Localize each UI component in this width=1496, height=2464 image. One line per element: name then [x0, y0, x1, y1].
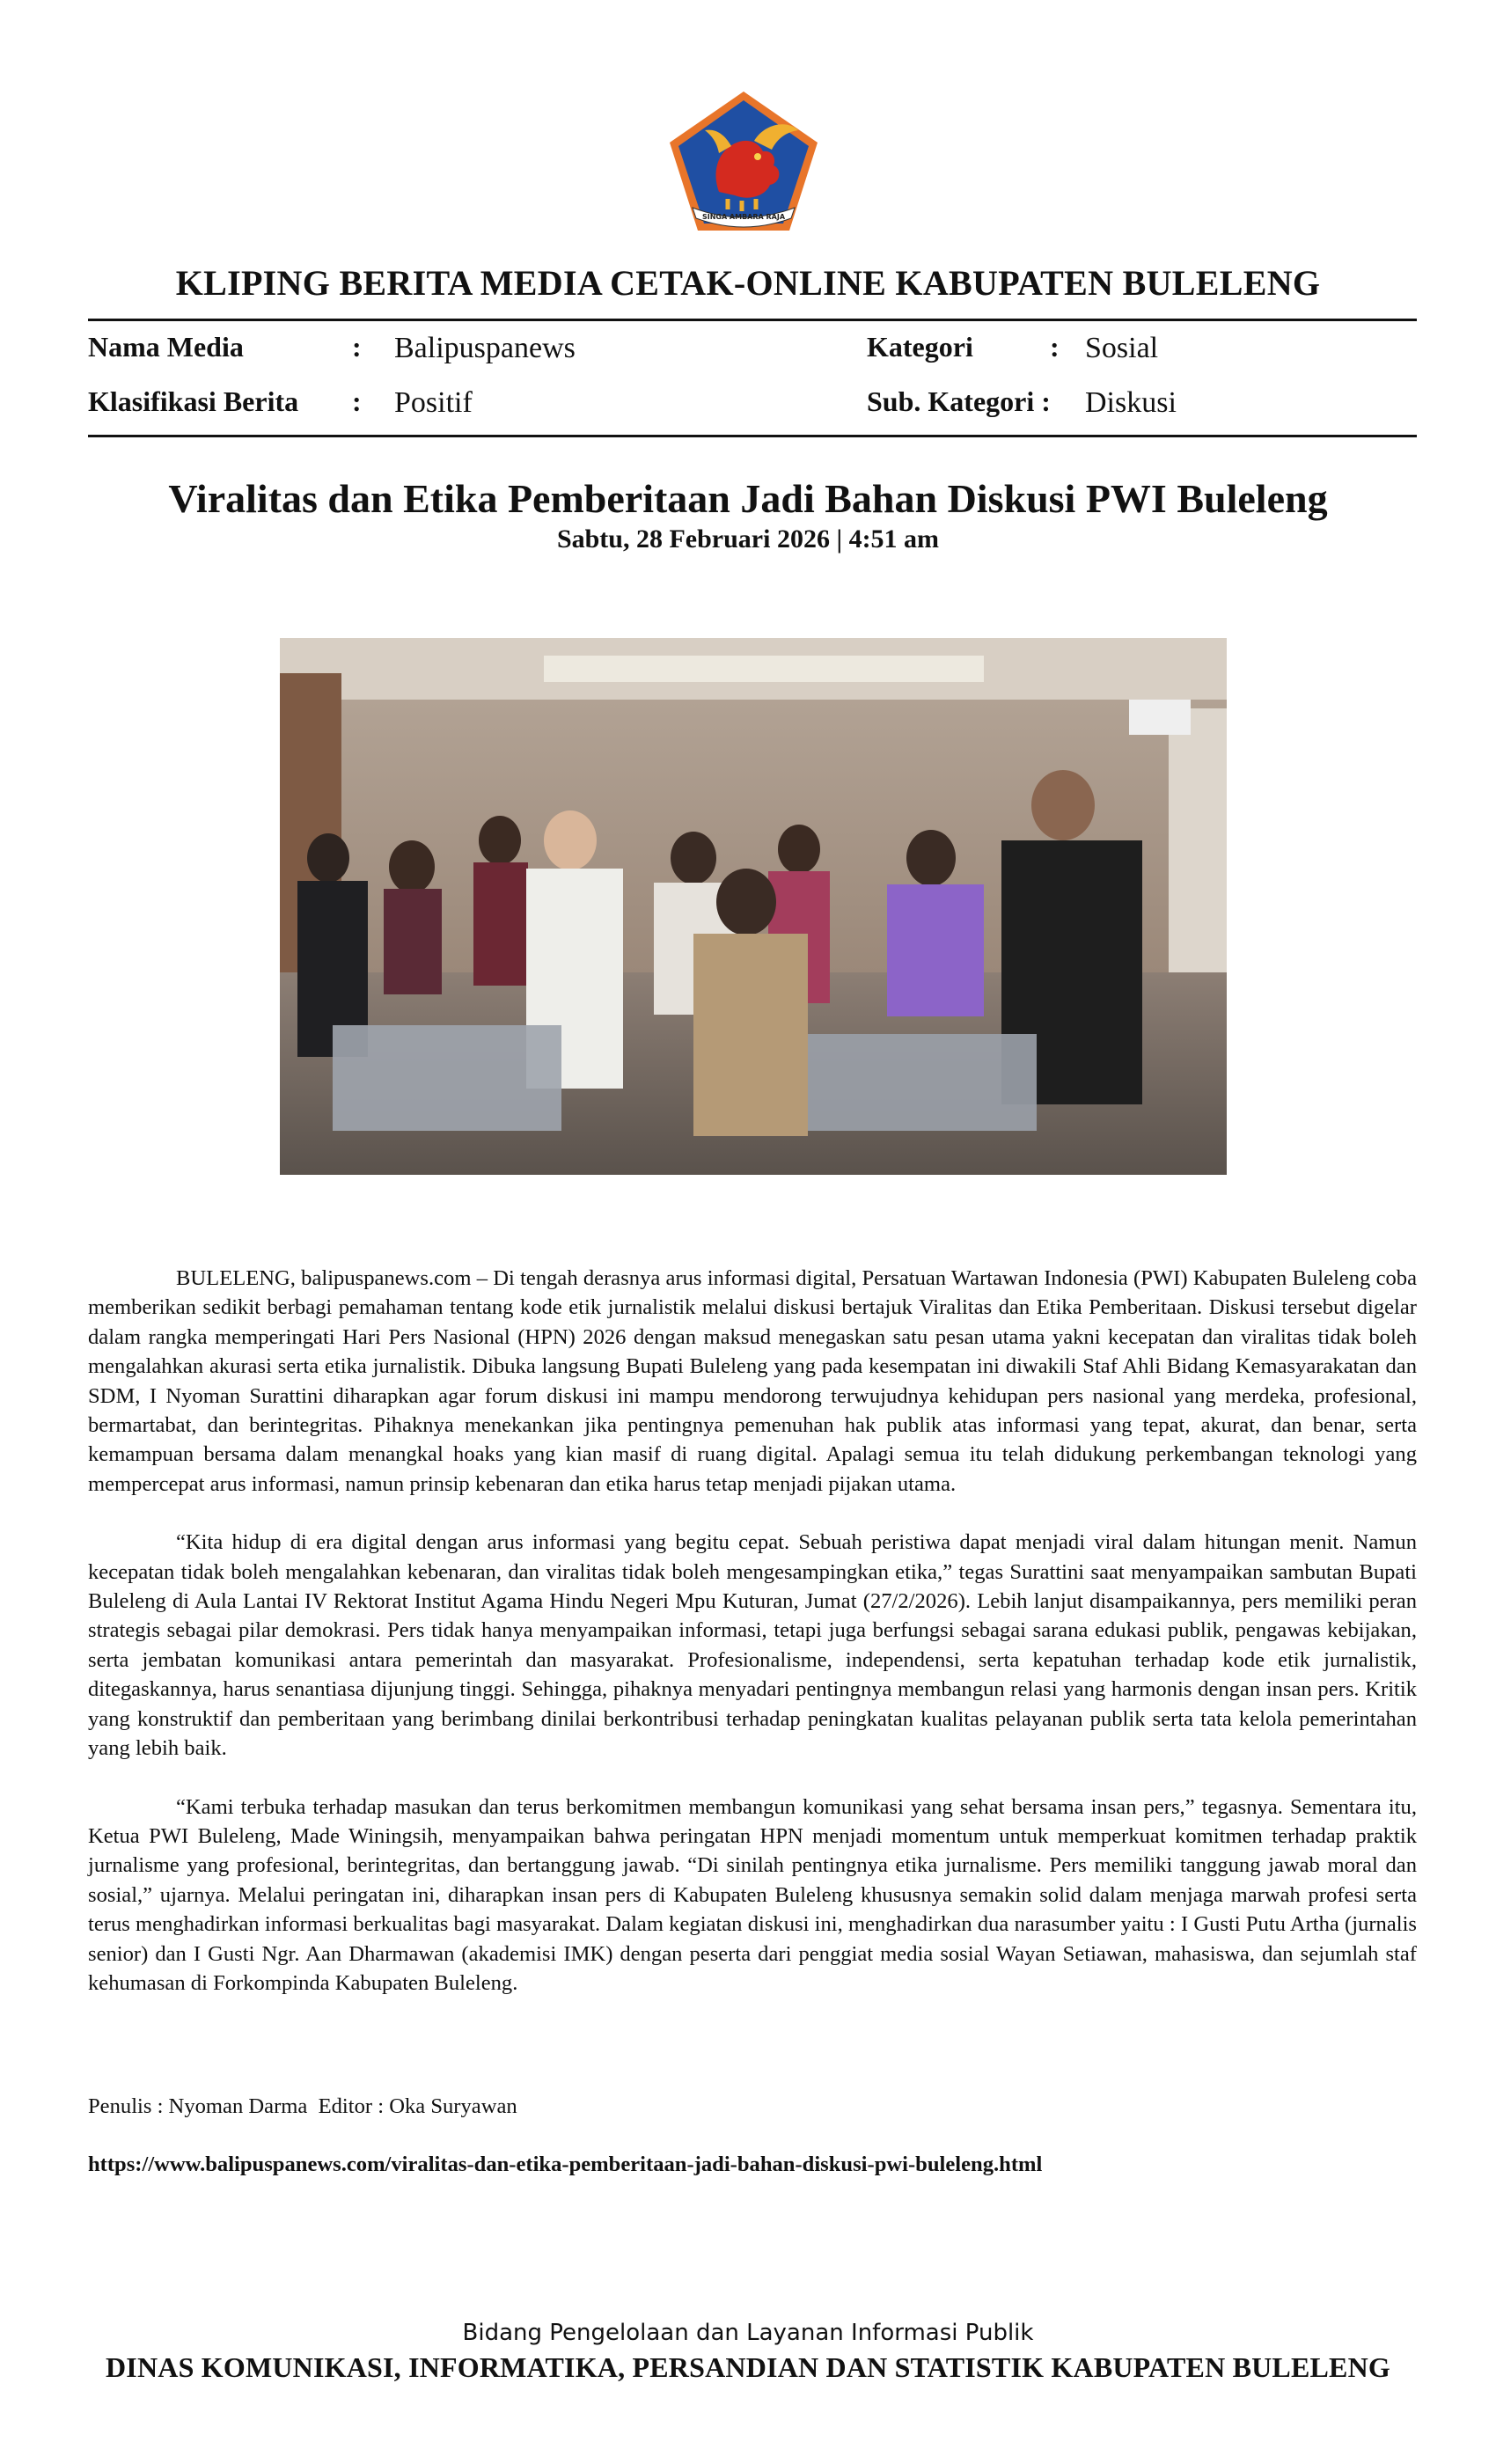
kategori-value: Sosial [1085, 332, 1159, 364]
article-headline: Viralitas dan Etika Pemberitaan Jadi Bahan Diskusi PWI Buleleng [168, 476, 1328, 521]
buleleng-emblem-logo [666, 88, 821, 234]
article-credits: Penulis : Nyoman Darma Editor : Oka Suryawan [88, 2094, 517, 2118]
kategori-label: Kategori [867, 331, 973, 363]
sub-kategori-value: Diskusi [1085, 386, 1177, 419]
nama-media-label: Nama Media [88, 331, 244, 363]
footer-agency: DINAS KOMUNIKASI, INFORMATIKA, PERSANDIAN DAN STATISTIK KABUPATEN BULELENG [105, 2351, 1391, 2383]
klasifikasi-colon: : [352, 385, 362, 417]
sofa-right [808, 1034, 1037, 1131]
article-paragraph-1: BULELENG, balipuspanews.com – Di tengah derasnya arus informasi digital, Persatuan Wartawan Indonesia (PWI) Kabupaten Buleleng coba memberikan sedikit berbagi pemahaman tentang kode etik jurnalistik melalui diskusi bertajuk Viralitas dan Etika Pemberitaan. Diskusi tersebut digelar dalam rangka memperingati Hari Pers Nasional (HPN) 2026 dengan maksud menegaskan satu pesan utama yakni kecepatan dan viralitas tidak boleh mengalahkan akurasi serta etika jurnalistik. Dibuka langsung Bupati Buleleng yang pada kesempatan ini diwakili Staf Ahli Bidang Kemasyarakatan dan SDM, I Nyoman Surattini diharapkan agar forum diskusi ini mampu mendorong terwujudnya kehidupan pers nasional yang merdeka, profesional, bermartabat, dan berintegritas. Pihaknya menekankan jika pentingnya pemenuhan hak publik atas informasi yang tepat, akurat, dan benar, serta kemampuan bersama dalam menangkal hoaks yang kian masif di ruang digital. Apalagi semua itu telah didukung perkembangan teknologi yang mempercepat arus informasi, namun prinsip kebenaran dan etika harus tetap menjadi pijakan utama. [88, 1266, 1417, 1496]
article-paragraph-2: “Kita hidup di era digital dengan arus informasi yang begitu cepat. Sebuah peristiwa dapat menjadi viral dalam hitungan menit. Namun kecepatan tidak boleh mengalahkan kebenaran, dan viralitas tidak boleh mengesampingkan etika,” tegas Surattini saat menyampaikan sambutan Bupati Buleleng di Aula Lantai IV Rektorat Institut Agama Hindu Negeri Mpu Kuturan, Jumat (27/2/2026). Lebih lanjut disampaikannya, pers memiliki peran strategis sebagai pilar demokrasi. Pers tidak hanya menyampaikan informasi, tetapi juga berfungsi sebagai sarana edukasi publik, pengawas kebijakan, serta jembatan komunikasi antara pemerintah dan masyarakat. Profesionalisme, independensi, serta kepatuhan terhadap kode etik jurnalistik, ditegaskannya, harus senantiasa dijunjung tinggi. Sehingga, pihaknya menyadari pentingnya membangun relasi yang harmonis dengan insan pers. Kritik yang konstruktif dan pemberitaan yang berimbang dinilai berkontribusi terhadap peningkatan kualitas pelayanan publik serta tata kelola pemerintahan yang lebih baik. [88, 1530, 1417, 1761]
article-body [88, 1264, 1417, 2027]
nama-media-value: Balipuspanews [394, 332, 576, 364]
article-dateline: Sabtu, 28 Februari 2026 | 4:51 am [556, 524, 940, 554]
source-link[interactable]: https://www.balipuspanews.com/viralitas-dan-etika-pemberitaan-jadi-bahan-diskusi-pwi-buleleng.html [88, 2152, 1043, 2176]
kliping-title: KLIPING BERITA MEDIA CETAK-ONLINE KABUPATEN BULELENG [175, 263, 1321, 303]
sub-kategori-label: Sub. Kategori : [867, 385, 1051, 417]
nama-media-colon: : [352, 331, 362, 363]
air-conditioner-icon [1129, 700, 1191, 735]
logo-ribbon-text: SINGA AMBARA RAJA [701, 213, 786, 221]
top-divider [88, 319, 1417, 321]
kategori-colon: : [1050, 331, 1060, 363]
bottom-divider [88, 435, 1417, 437]
klasifikasi-label: Klasifikasi Berita [88, 385, 299, 417]
sofa-left [333, 1025, 561, 1131]
klasifikasi-value: Positif [394, 386, 473, 419]
article-photo [280, 638, 1227, 1175]
footer-department: Bidang Pengelolaan dan Layanan Informasi Publik [462, 2320, 1034, 2346]
article-paragraph-3: “Kami terbuka terhadap masukan dan terus berkomitmen membangun komunikasi yang sehat bersama insan pers,” tegasnya. Sementara itu, Ketua PWI Buleleng, Made Winingsih, menyampaikan bahwa peringatan HPN menjadi momentum untuk memperkuat komitmen terhadap praktik jurnalisme yang profesional, berintegritas, dan bertanggung jawab. “Di sinilah pentingnya etika jurnalisme. Pers memiliki tanggung jawab moral dan sosial,” ujarnya. Melalui peringatan ini, diharapkan insan pers di Kabupaten Buleleng khususnya semakin solid dalam menjaga marwah profesi serta terus menghadirkan informasi berkualitas bagi masyarakat. Dalam kegiatan diskusi ini, menghadirkan dua narasumber yaitu : I Gusti Putu Artha (jurnalis senior) dan I Gusti Ngr. Aan Dharmawan (akademisi IMK) dengan peserta dari penggiat media sosial Wayan Setiawan, mahasiswa, dan sejumlah staf kehumasan di Forkompinda Kabupaten Buleleng. [88, 1794, 1417, 1995]
